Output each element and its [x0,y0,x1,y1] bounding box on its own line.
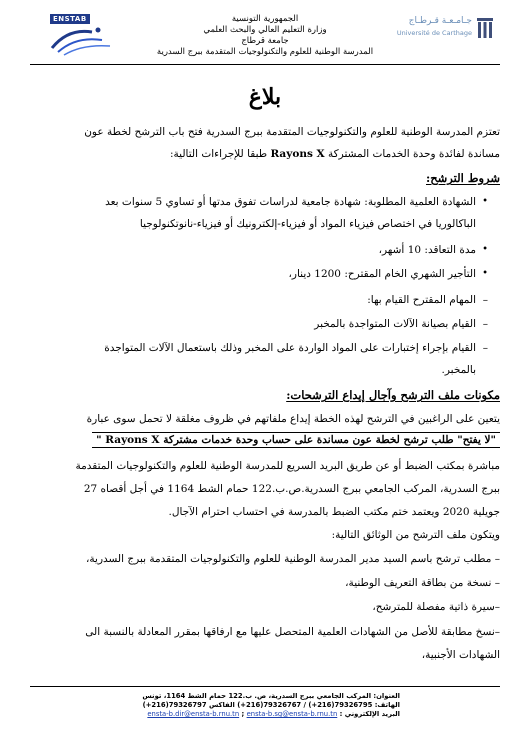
carthage-logo-en: Université de Carthage [396,29,472,37]
footer-contact [142,692,400,719]
dossier-line-6: ويتكون ملف الترشح من الوثائق التالية: [331,529,500,541]
footer-divider [30,686,500,687]
intro-line-1: تعتزم المدرسة الوطنية للعلوم والتكنولوجيات المتقدمة ببرج السدرية فتح باب الترشح لخطة عون [84,126,500,138]
intro-rayons-x: Rayons X [270,148,325,160]
header-line-ministry: وزارة التعليم العالي والبحث العلمي [203,25,327,35]
enstab-logo-text: ENSTAB [50,14,90,24]
dossier-line-1: يتعين على الراغبين في الترشح لهذه الخطة إيداع ملفاتهم في ظروف مغلقة لا تحمل سوى عبارة [86,413,500,425]
carthage-logo-ar: جـامـعـة قـرطـاج [408,16,472,26]
envelope-label-text: "لا يفتح" طلب ترشح لخطة عون مساندة على حساب وحدة خدمات مشتركة [163,434,496,446]
condition-duration: • مدة التعاقد: 10 أشهر، [379,244,476,256]
envelope-rayons-x: Rayons X [105,434,160,446]
condition-degree-cont: الباكالوريا في اختصاص فيزياء المواد أو فيزياء-إلكترونيك أو فيزياء-نانوتكنولوجيا [139,218,476,230]
footer-email-separator: ; [239,710,247,718]
carthage-university-logo [396,14,494,48]
intro-line-2-start: مساندة لفائدة وحدة الخدمات المشتركة [328,148,500,160]
document-item-diplomas-cont: الشهادات الأجنبية، [421,649,500,661]
email-link-secretary[interactable]: ensta-b.sg@ensta-b.rnu.tn [246,710,338,718]
task-testing-cont: بالمخبر. [441,364,476,376]
document-item-id-card: – نسخة من بطاقة التعريف الوطنية، [345,577,500,589]
enstab-swoosh-icon [48,22,118,58]
document-item-diplomas: –نسخ مطابقة للأصل من الشهادات العلمية المتحصل عليها مع ارفاقها بمقرر المعادلة بالنسبة الى [85,626,500,638]
footer-email-line [147,710,400,719]
header-line-country: الجمهورية التونسية [231,14,299,24]
columns-icon [476,16,494,40]
page-title: بلاغ [248,84,282,110]
dossier-line-3: مباشرة بمكتب الضبط أو عن طريق البريد السريع للمدرسة الوطنية للعلوم والتكنولوجيات المتقدمة [75,460,500,472]
task-testing: – القيام بإجراء إختبارات على المواد الواردة على المخبر وذلك باستعمال الآلات المتواجدة [104,342,476,354]
header-line-university: جامعة قرطاج [241,36,289,46]
dossier-line-5: جويلية 2020 ويعتمد ختم مكتب الضبط بالمدرسة في احتساب احترام الآجال. [168,506,500,518]
tasks-heading: – المهام المقترح القيام بها: [367,294,476,306]
conditions-heading: شروط الترشح: [426,171,500,185]
footer-address: العنوان: المركب الجامعي ببرج السدرية، ص. ب.122 حمام الشط 1164، تونس [142,692,400,700]
task-maintenance: – القيام بصيانة الآلات المتواجدة بالمخبر [314,318,476,330]
enstab-logo [48,12,118,60]
dossier-line-4: ببرج السدرية، المركب الجامعي ببرج السدرية.ص.ب.122 حمام الشط 1164 في أجل أقصاه 27 [83,483,500,495]
dossier-heading: مكونات ملف الترشح وآجال إيداع الترشحات: [286,388,500,402]
intro-line-2 [170,148,500,160]
condition-degree: • الشهادة العلمية المطلوبة: شهادة جامعية لدراسات تفوق مدتها أو تساوي 5 سنوات بعد [105,196,476,208]
footer-email-label: البريد الإلكتروني : [339,710,400,718]
intro-line-2-end: طبقا للإجراءات التالية: [169,148,268,160]
dossier-line-2 [92,434,500,446]
envelope-label-quote: " [96,434,102,446]
document-item-cv: –سيرة ذاتية مفصلة للمترشح، [372,601,500,613]
footer-phone: الهاتف: 79326795(216+) / 79326767(216+) الفاكس 79326797(216+) [142,701,400,709]
envelope-label [92,432,500,448]
institution-header [140,14,390,58]
header-divider [30,64,500,65]
header-line-school: المدرسة الوطنية للعلوم والتكنولوجيات المتقدمة ببرج السدرية [156,47,374,57]
condition-salary: • التأجير الشهري الخام المقترح: 1200 دينار، [289,268,477,280]
email-link-director[interactable]: ensta-b.dir@ensta-b.rnu.tn [147,710,240,718]
document-item-application: – مطلب ترشح باسم السيد مدير المدرسة الوطنية للعلوم والتكنولوجيات المتقدمة ببرج السدرية، [86,553,500,565]
